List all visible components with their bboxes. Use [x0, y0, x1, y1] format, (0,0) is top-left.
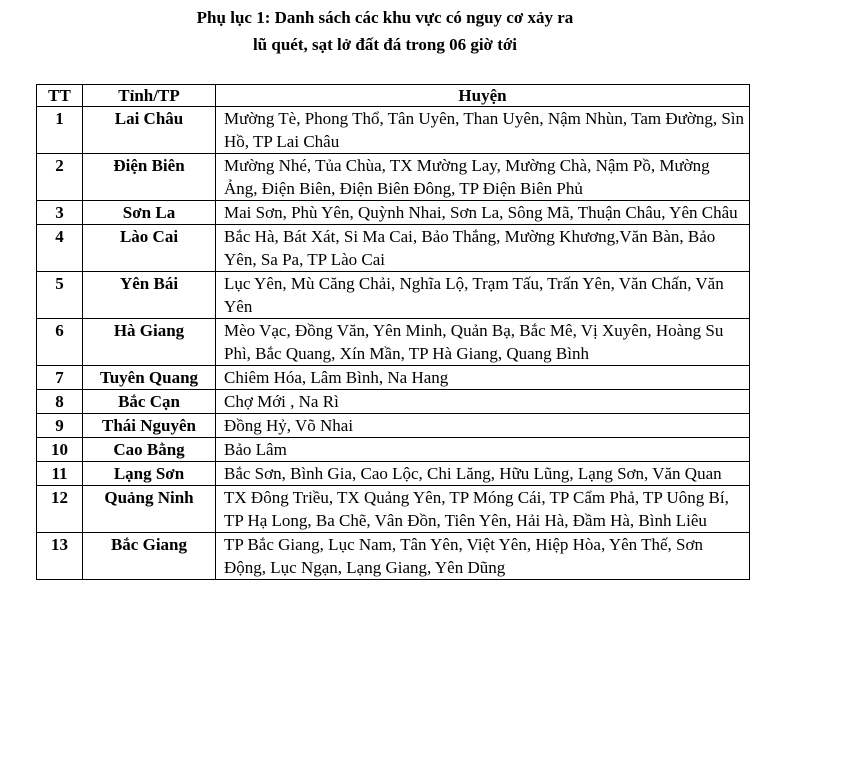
row-number: 5: [37, 272, 83, 319]
table-row: [37, 414, 750, 438]
row-province: Cao Bằng: [83, 438, 216, 462]
row-districts: Lục Yên, Mù Căng Chải, Nghĩa Lộ, Trạm Tấu, Trấn Yên, Văn Chấn, Văn Yên: [216, 272, 750, 319]
row-districts: Đồng Hỷ, Võ Nhai: [216, 414, 750, 438]
table-row: [37, 107, 750, 154]
row-districts: Bảo Lâm: [216, 438, 750, 462]
row-districts: TP Bắc Giang, Lục Nam, Tân Yên, Việt Yên, Hiệp Hòa, Yên Thế, Sơn Động, Lục Ngạn, Lạng Giang, Yên Dũng: [216, 533, 750, 580]
row-number: 9: [37, 414, 83, 438]
row-districts: Chợ Mới , Na Rì: [216, 390, 750, 414]
table-row: [37, 201, 750, 225]
table-row: [37, 154, 750, 201]
row-province: Điện Biên: [83, 154, 216, 201]
table-row: [37, 272, 750, 319]
row-province: Hà Giang: [83, 319, 216, 366]
table-row: [37, 366, 750, 390]
row-districts: Chiêm Hóa, Lâm Bình, Na Hang: [216, 366, 750, 390]
risk-areas-table: [36, 84, 750, 580]
row-province: Yên Bái: [83, 272, 216, 319]
row-districts: TX Đông Triều, TX Quảng Yên, TP Móng Cái, TP Cẩm Phả, TP Uông Bí, TP Hạ Long, Ba Chẽ, Vân Đồn, Tiên Yên, Hải Hà, Đầm Hà, Bình Liêu: [216, 486, 750, 533]
row-province: Lạng Sơn: [83, 462, 216, 486]
row-districts: Mường Tè, Phong Thổ, Tân Uyên, Than Uyên, Nậm Nhùn, Tam Đường, Sìn Hồ, TP Lai Châu: [216, 107, 750, 154]
table-header-row: [37, 85, 750, 107]
table-row: [37, 462, 750, 486]
row-province: Sơn La: [83, 201, 216, 225]
row-number: 13: [37, 533, 83, 580]
row-districts: Mèo Vạc, Đồng Văn, Yên Minh, Quản Bạ, Bắc Mê, Vị Xuyên, Hoàng Su Phì, Bắc Quang, Xín Mần, TP Hà Giang, Quang Bình: [216, 319, 750, 366]
row-province: Lai Châu: [83, 107, 216, 154]
row-province: Bắc Giang: [83, 533, 216, 580]
row-districts: Bắc Sơn, Bình Gia, Cao Lộc, Chi Lăng, Hữu Lũng, Lạng Sơn, Văn Quan: [216, 462, 750, 486]
row-province: Quảng Ninh: [83, 486, 216, 533]
document-title-line-2: lũ quét, sạt lở đất đá trong 06 giờ tới: [252, 35, 518, 54]
header-huyen: Huyện: [216, 85, 750, 107]
row-number: 3: [37, 201, 83, 225]
row-province: Lào Cai: [83, 225, 216, 272]
row-districts: Bắc Hà, Bát Xát, Si Ma Cai, Bảo Thắng, Mường Khương,Văn Bàn, Bảo Yên, Sa Pa, TP Lào Cai: [216, 225, 750, 272]
table-row: [37, 390, 750, 414]
row-number: 12: [37, 486, 83, 533]
header-tt: TT: [37, 85, 83, 107]
row-number: 1: [37, 107, 83, 154]
row-number: 7: [37, 366, 83, 390]
row-districts: Mường Nhé, Tủa Chùa, TX Mường Lay, Mường Chà, Nậm Pồ, Mường Ảng, Điện Biên, Điện Biên Đông, TP Điện Biên Phủ: [216, 154, 750, 201]
table-row: [37, 438, 750, 462]
row-districts: Mai Sơn, Phù Yên, Quỳnh Nhai, Sơn La, Sông Mã, Thuận Châu, Yên Châu: [216, 201, 750, 225]
row-province: Thái Nguyên: [83, 414, 216, 438]
table-row: [37, 533, 750, 580]
document-title-line-1: Phụ lục 1: Danh sách các khu vực có nguy cơ xảy ra: [196, 8, 574, 27]
row-number: 2: [37, 154, 83, 201]
row-province: Bắc Cạn: [83, 390, 216, 414]
row-number: 4: [37, 225, 83, 272]
row-number: 8: [37, 390, 83, 414]
table-row: [37, 319, 750, 366]
table-row: [37, 225, 750, 272]
header-tinh: Tỉnh/TP: [83, 85, 216, 107]
row-number: 10: [37, 438, 83, 462]
row-number: 6: [37, 319, 83, 366]
row-number: 11: [37, 462, 83, 486]
row-province: Tuyên Quang: [83, 366, 216, 390]
table-row: [37, 486, 750, 533]
